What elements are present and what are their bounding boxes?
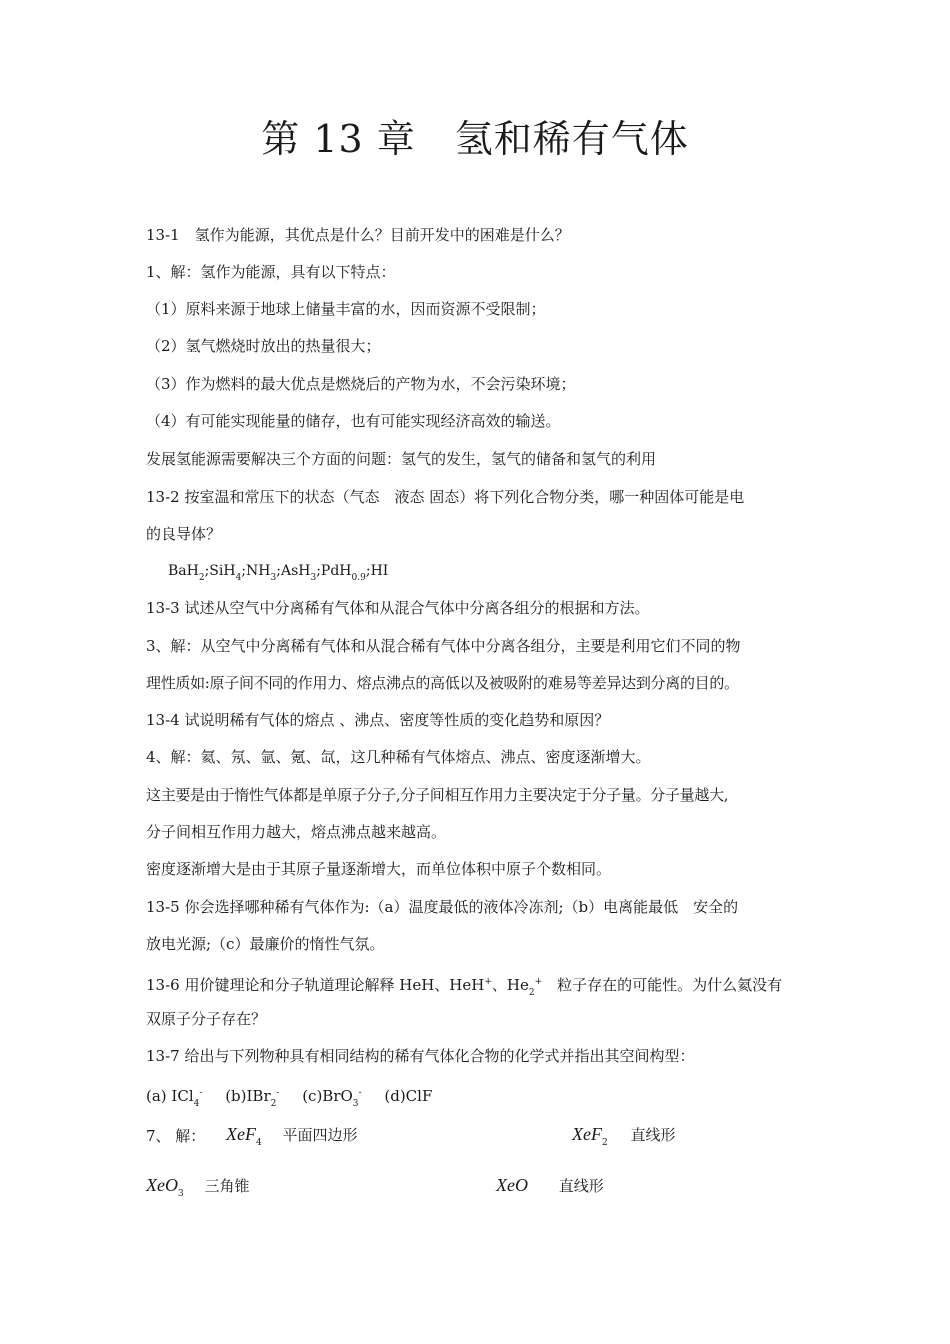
- answer-13-7-item-1: XeF$_4$ 平面四边形: [226, 1124, 358, 1148]
- answer-13-1-summary: 发展氢能源需要解决三个方面的问题：氢气的发生，氢气的储备和氢气的利用: [146, 450, 657, 468]
- answer-13-4-line-1: 4、解：氦、氖、氩、氪、氙，这几种稀有气体熔点、沸点、密度逐渐增大。: [146, 748, 651, 766]
- answer-13-1-point-1: （1）原料来源于地球上储量丰富的水，因而资源不受限制；: [146, 300, 546, 318]
- formula: XeF: [572, 1124, 602, 1144]
- answer-13-1-point-2: （2）氢气燃烧时放出的热量很大；: [146, 337, 381, 355]
- question-13-6-line-1: 13-6 用价键理论和分子轨道理论解释 HeH、HeH+、$He_2^+$ 粒子存在的可能性。为什么氦没有: [146, 976, 783, 998]
- question-13-2-line-2: 的良导体？: [146, 525, 222, 543]
- formula: XeF: [226, 1124, 256, 1144]
- question-13-6-line-2: 双原子分子存在？: [146, 1010, 267, 1028]
- answer-13-7-item-3: XeO$_3$ 三角锥: [146, 1175, 250, 1199]
- answer-13-4-line-3: 分子间相互作用力越大，熔点沸点越来越高。: [146, 823, 447, 841]
- question-13-5-line-1: 13-5 你会选择哪种稀有气体作为:（a）温度最低的液体冷冻剂;（b）电离能最低 安全的: [146, 898, 739, 916]
- shape: 平面四边形: [282, 1126, 358, 1144]
- answer-13-1-point-3: （3）作为燃料的最大优点是燃烧后的产物为水，不会污染环境；: [146, 375, 576, 393]
- answer-13-1-point-4: （4）有可能实现能量的储存，也有可能实现经济高效的输送。: [146, 412, 561, 430]
- question-13-2-line-1: 13-2 按室温和常压下的状态（气态 液态 固态）将下列化合物分类，哪一种固体可能是电: [146, 488, 745, 506]
- formula: XeO: [496, 1175, 528, 1195]
- question-13-5-line-2: 放电光源;（c）最廉价的惰性气氛。: [146, 935, 385, 953]
- answer-13-3-line-2: 理性质如:原子间不同的作用力、熔点沸点的高低以及被吸附的难易等差异达到分离的目的。: [146, 674, 739, 692]
- species-list: (a) ICl$_4$- (b)IBr$_2$- (c)BrO$_3$- (d)ClF: [146, 1087, 433, 1109]
- answer-13-7-item-4: [496, 1175, 716, 1204]
- answer-13-1-intro: 1、解：氢作为能源，具有以下特点：: [146, 263, 396, 281]
- shape: 直线形: [558, 1177, 604, 1195]
- answer-13-7-item-2: XeF$_2$ 直线形: [572, 1124, 676, 1148]
- question-13-3: 13-3 试述从空气中分离稀有气体和从混合气体中分离各组分的根据和方法。: [146, 599, 650, 617]
- chapter-title: 第 13 章 氢和稀有气体: [261, 117, 689, 161]
- compound-list: $BaH_2;SiH_4;NH_3;AsH_3;PdH_{0.9};HI$: [168, 563, 389, 583]
- answer-13-3-line-1: 3、解：从空气中分离稀有气体和从混合稀有气体中分离各组分，主要是利用它们不同的物: [146, 637, 741, 655]
- question-13-4: 13-4 试说明稀有气体的熔点 、沸点、密度等性质的变化趋势和原因？: [146, 711, 610, 729]
- formula: XeO: [146, 1175, 178, 1195]
- answer-13-7-label: 7、 解：: [146, 1127, 206, 1145]
- question-13-1: 13-1 氢作为能源，其优点是什么？目前开发中的困难是什么？: [146, 226, 570, 244]
- answer-13-4-line-4: 密度逐渐增大是由于其原子量逐渐增大，而单位体积中原子个数相同。: [146, 860, 612, 878]
- answer-13-4-line-2: 这主要是由于惰性气体都是单原子分子,分子间相互作用力主要决定于分子量。分子量越大,: [146, 786, 729, 804]
- shape: 直线形: [630, 1126, 676, 1144]
- question-13-7: 13-7 给出与下列物种具有相同结构的稀有气体化合物的化学式并指出其空间构型：: [146, 1047, 695, 1065]
- shape: 三角锥: [204, 1177, 250, 1195]
